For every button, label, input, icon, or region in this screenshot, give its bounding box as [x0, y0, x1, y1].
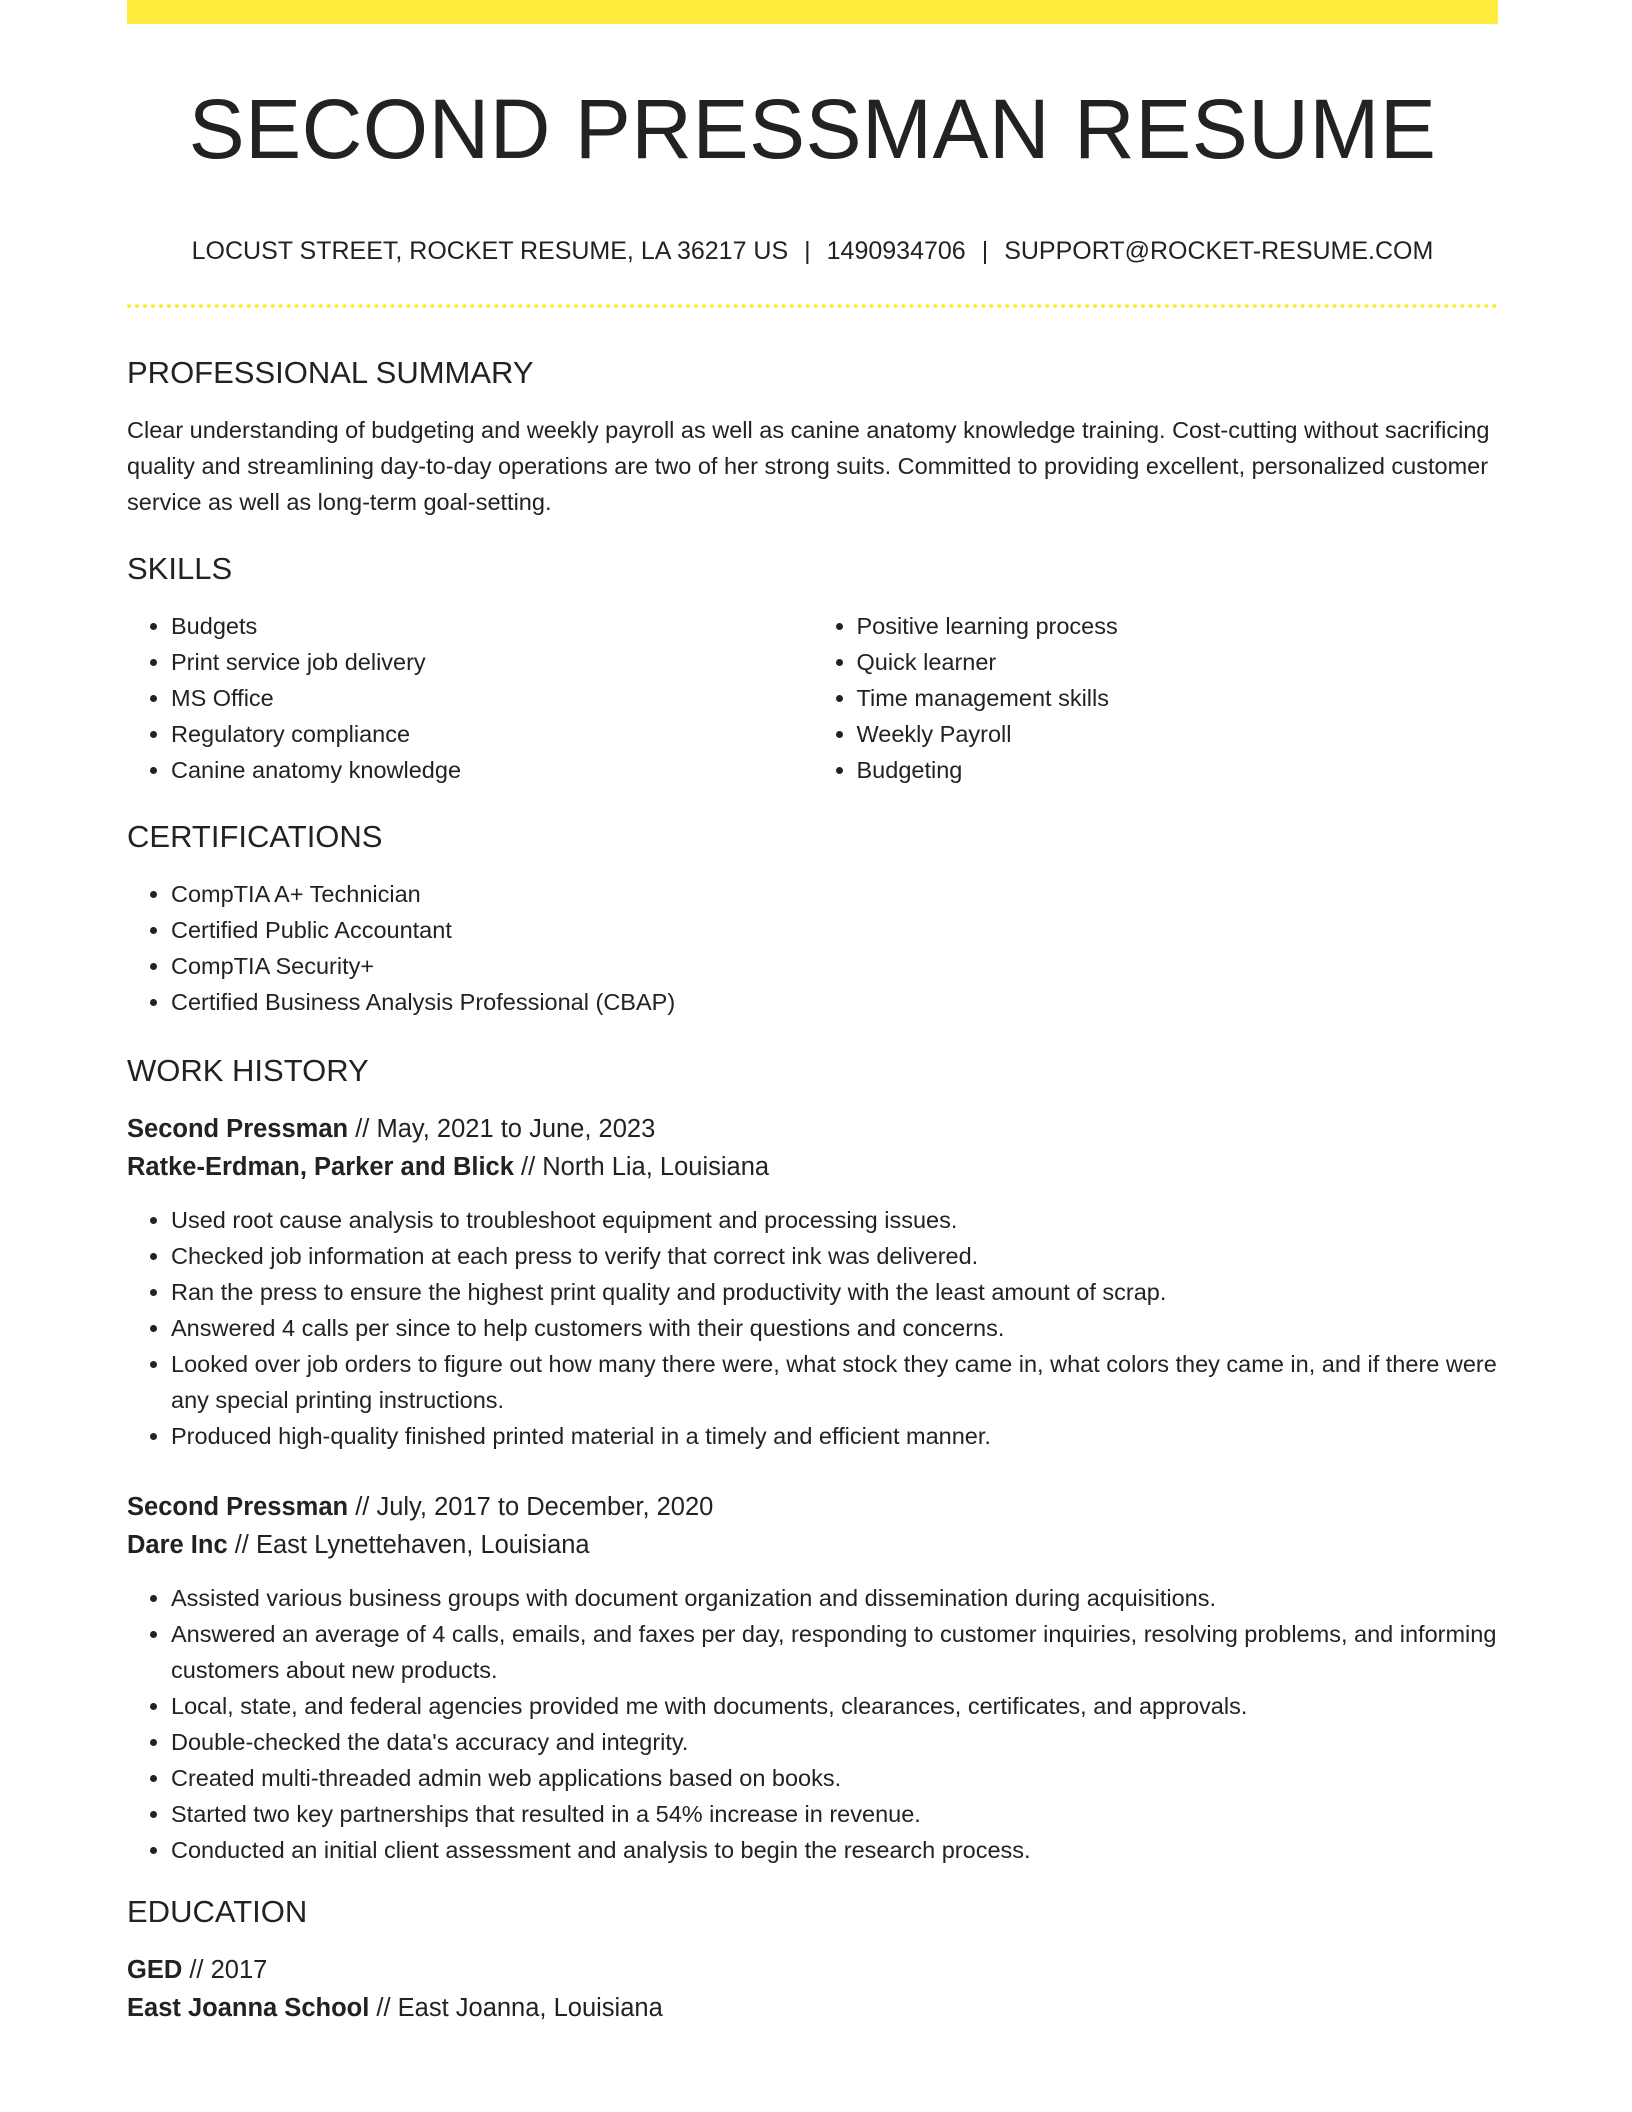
list-item: • Answered an average of 4 calls, emails, and faxes per day, responding to customer inquiries, resolving problems, and informing customers about new products.: [171, 1616, 1498, 1688]
job-location: North Lia, Louisiana: [542, 1153, 770, 1181]
job-company: Dare Inc: [127, 1531, 228, 1559]
summary-heading: PROFESSIONAL SUMMARY: [127, 355, 534, 390]
list-item: • Regulatory compliance: [171, 716, 813, 752]
job-separator: //: [348, 1493, 377, 1521]
job-role: Second Pressman: [127, 1493, 349, 1521]
list-item: • Assisted various business groups with document organization and dissemination during acquisitions.: [171, 1580, 1498, 1616]
skills-list-left: [127, 608, 813, 788]
education-heading: EDUCATION: [127, 1894, 308, 1929]
job-company-line: [127, 1148, 1498, 1186]
job-role: Second Pressman: [127, 1115, 349, 1143]
job-separator: //: [513, 1153, 543, 1181]
contact-line: [127, 239, 1498, 264]
contact-address: LOCUST STREET, ROCKET RESUME, LA 36217 US: [191, 237, 789, 265]
list-item: • Quick learner: [857, 644, 1499, 680]
job-company-line: [127, 1526, 1498, 1564]
list-item: • Local, state, and federal agencies provided me with documents, clearances, certificates, and approvals.: [171, 1688, 1498, 1724]
list-item: • Looked over job orders to figure out how many there were, what stock they came in, what colors they came in, and if there were any special printing instructions.: [171, 1346, 1498, 1418]
job-dates: July, 2017 to December, 2020: [376, 1493, 714, 1521]
job-separator: //: [348, 1115, 377, 1143]
list-item: • Positive learning process: [857, 608, 1499, 644]
job-title-line: [127, 1488, 1498, 1526]
education-section: [127, 1896, 1498, 2027]
list-item: • Certified Business Analysis Professional (CBAP): [171, 984, 1498, 1020]
list-item: • CompTIA A+ Technician: [171, 876, 1498, 912]
job-bullets: [127, 1580, 1498, 1868]
job-location: East Lynettehaven, Louisiana: [255, 1531, 590, 1559]
work-history-section: [127, 1055, 1498, 1868]
list-item: • Ran the press to ensure the highest print quality and productivity with the least amount of scrap.: [171, 1274, 1498, 1310]
education-separator: //: [182, 1956, 211, 1984]
education-degree-line: [127, 1951, 1498, 1989]
list-item: • Double-checked the data's accuracy and integrity.: [171, 1724, 1498, 1760]
certifications-list: [127, 876, 1498, 1020]
contact-separator: |: [981, 237, 989, 265]
education-separator: //: [369, 1994, 398, 2022]
skills-section: [127, 553, 1498, 788]
summary-section: [127, 357, 1498, 520]
contact-separator: |: [804, 237, 811, 265]
list-item: • Time management skills: [857, 680, 1499, 716]
education-location: East Joanna, Louisiana: [397, 1994, 663, 2022]
list-item: • Produced high-quality finished printed material in a timely and efficient manner.: [171, 1418, 1498, 1454]
summary-text: Clear understanding of budgeting and weekly payroll as well as canine anatomy knowledge training. Cost-cutting without sacrificing quality and streamlining day-to-day operations are two of her strong suits. Committed to providing excellent, personalized customer service as well as long-term goal-setting.: [127, 417, 1490, 515]
list-item: • Print service job delivery: [171, 644, 813, 680]
list-item: • Budgeting: [857, 752, 1499, 788]
list-item: • CompTIA Security+: [171, 948, 1498, 984]
job-company: Ratke-Erdman, Parker and Blick: [127, 1153, 514, 1181]
list-item: • Weekly Payroll: [857, 716, 1499, 752]
certifications-heading: CERTIFICATIONS: [127, 819, 383, 854]
resume-page: [127, 0, 1498, 2022]
list-item: • Used root cause analysis to troubleshoot equipment and processing issues.: [171, 1202, 1498, 1238]
work-history-heading: WORK HISTORY: [127, 1053, 369, 1088]
list-item: • Conducted an initial client assessment and analysis to begin the research process.: [171, 1832, 1498, 1868]
job-entry: [127, 1110, 1498, 1454]
job-dates: May, 2021 to June, 2023: [376, 1115, 656, 1143]
education-year: 2017: [210, 1956, 268, 1984]
job-separator: //: [227, 1531, 256, 1559]
job-bullets: [127, 1202, 1498, 1454]
list-item: • Certified Public Accountant: [171, 912, 1498, 948]
list-item: • Canine anatomy knowledge: [171, 752, 813, 788]
list-item: • MS Office: [171, 680, 813, 716]
list-item: • Created multi-threaded admin web applications based on books.: [171, 1760, 1498, 1796]
education-school: East Joanna School: [127, 1994, 370, 2022]
skills-list-right: [813, 608, 1499, 788]
resume-title: SECOND PRESSMAN RESUME: [188, 82, 1437, 176]
contact-email: SUPPORT@ROCKET-RESUME.COM: [1004, 237, 1434, 265]
skills-heading: SKILLS: [127, 551, 233, 586]
list-item: • Checked job information at each press to verify that correct ink was delivered.: [171, 1238, 1498, 1274]
education-degree: GED: [127, 1956, 183, 1984]
list-item: • Answered 4 calls per since to help customers with their questions and concerns.: [171, 1310, 1498, 1346]
education-school-line: [127, 1989, 1498, 2027]
dotted-divider: [127, 304, 1498, 308]
job-title-line: [127, 1110, 1498, 1148]
list-item: • Budgets: [171, 608, 813, 644]
skills-columns: [127, 608, 1498, 788]
certifications-section: [127, 821, 1498, 1020]
job-entry: [127, 1488, 1498, 1868]
list-item: • Started two key partnerships that resulted in a 54% increase in revenue.: [171, 1796, 1498, 1832]
education-entry: [127, 1951, 1498, 2027]
accent-top-bar: [127, 0, 1498, 24]
contact-phone: 1490934706: [826, 237, 966, 265]
